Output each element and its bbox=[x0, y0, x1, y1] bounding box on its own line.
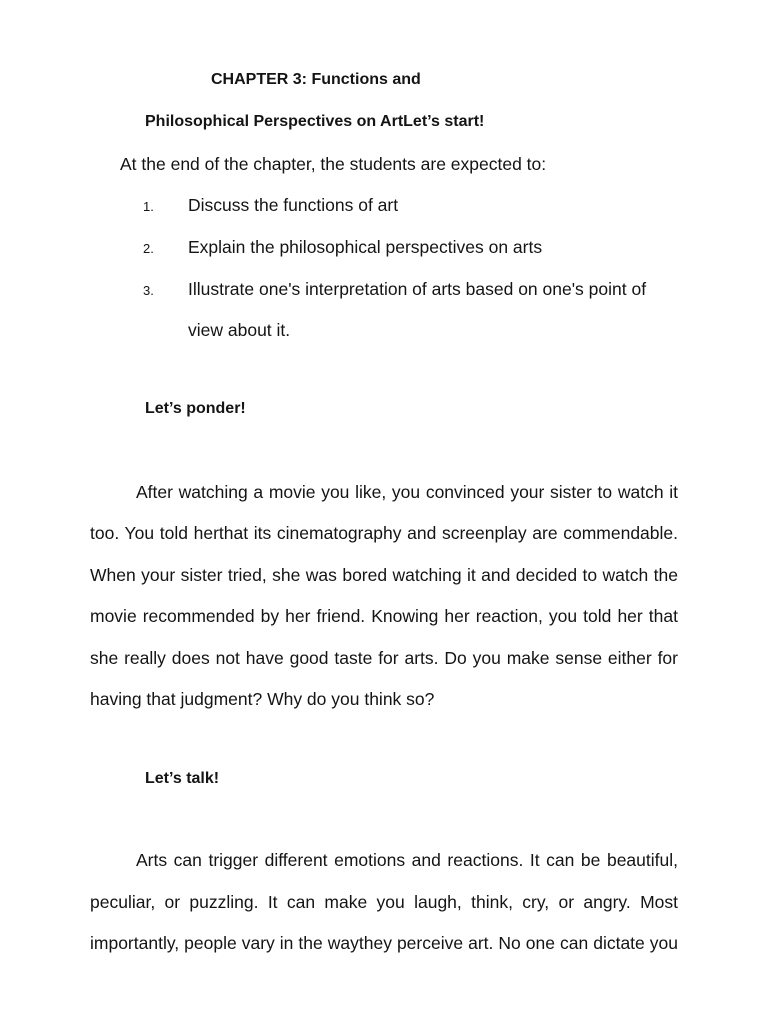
objectives-intro: At the end of the chapter, the students are expected to: bbox=[120, 154, 547, 174]
ponder-line-6: having that judgment? Why do you think so? bbox=[90, 689, 435, 709]
objective-3-number: 3. bbox=[143, 283, 154, 298]
ponder-line-3: When your sister tried, she was bored watching it and decided to watch the bbox=[90, 565, 678, 585]
ponder-line-1: After watching a movie you like, you convinced your sister to watch it bbox=[136, 482, 678, 502]
objective-3-text: Illustrate one's interpretation of arts based on one's point of bbox=[188, 279, 647, 299]
objective-1-text: Discuss the functions of art bbox=[188, 195, 399, 215]
talk-line-1: Arts can trigger different emotions and reactions. It can be beautiful, bbox=[136, 850, 678, 870]
chapter-title-line-1: CHAPTER 3: Functions and bbox=[211, 71, 421, 88]
ponder-line-5: she really does not have good taste for arts. Do you make sense either for bbox=[90, 648, 678, 668]
ponder-line-4: movie recommended by her friend. Knowing her reaction, you told her that bbox=[90, 606, 678, 626]
talk-line-3: importantly, people vary in the waythey perceive art. No one can dictate you bbox=[90, 933, 678, 953]
talk-heading: Let’s talk! bbox=[145, 770, 220, 787]
objective-3-continuation: view about it. bbox=[188, 320, 291, 340]
talk-line-2: peculiar, or puzzling. It can make you laugh, think, cry, or angry. Most bbox=[90, 892, 678, 912]
objective-2-number: 2. bbox=[143, 241, 154, 256]
ponder-line-2: too. You told herthat its cinematography and screenplay are commendable. bbox=[90, 523, 678, 543]
objective-1-number: 1. bbox=[143, 199, 154, 214]
chapter-title-line-2: Philosophical Perspectives on ArtLet’s start! bbox=[145, 113, 485, 130]
objective-2-text: Explain the philosophical perspectives on arts bbox=[188, 237, 543, 257]
ponder-heading: Let’s ponder! bbox=[145, 400, 246, 417]
